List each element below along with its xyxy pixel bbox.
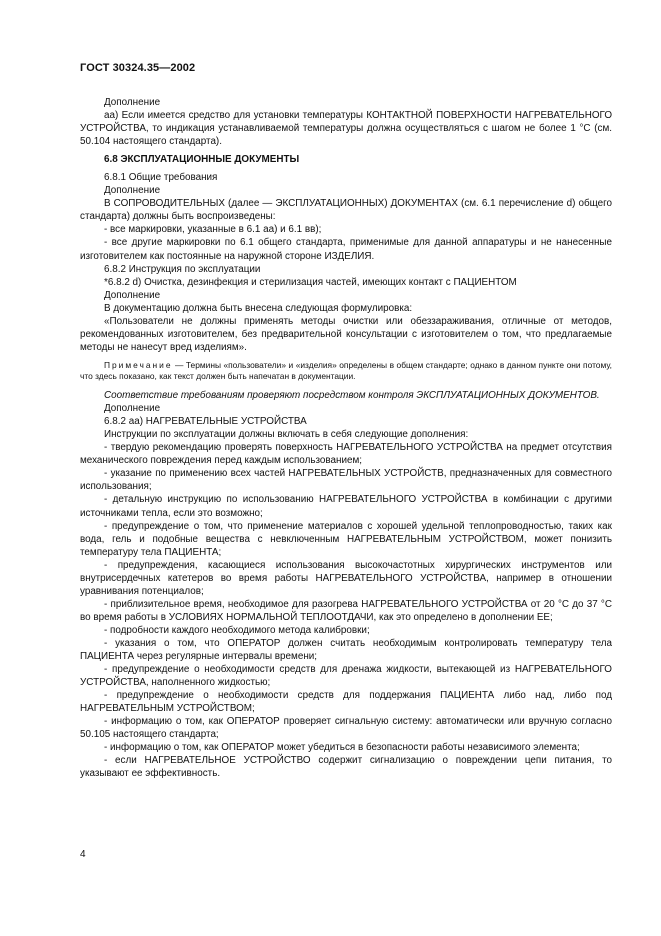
- list-item: - подробности каждого необходимого метода калибровки;: [104, 624, 370, 636]
- list-item: - все другие маркировки по 6.1 общего стандарта, применимые для данной аппаратуры и не нанесенные изготовителем как постоянные на наружной стороне ИЗДЕЛИЯ.: [80, 237, 612, 262]
- note-label: Примечание: [104, 359, 173, 370]
- list-item: - приблизительное время, необходимое для разогрева НАГРЕВАТЕЛЬНОГО УСТРОЙСТВА от 20 °С до 37 °С во время работы в УСЛОВИЯХ НОРМАЛЬНОЙ ТЕПЛООТДАЧИ, как это определено в дополнении ЕЕ;: [80, 598, 612, 623]
- subsection-6-8-2: 6.8.2 Инструкция по эксплуатации: [104, 263, 261, 275]
- section-heading-6-8: 6.8 ЭКСПЛУАТАЦИОННЫЕ ДОКУМЕНТЫ: [104, 154, 300, 166]
- paragraph-supplement-label: Дополнение: [104, 185, 161, 197]
- paragraph-supplement-label: Дополнение: [104, 403, 161, 415]
- paragraph-wording-intro: В документацию должна быть внесена следующая формулировка:: [104, 302, 413, 314]
- list-item: - предупреждение о необходимости средств для поддержания ПАЦИЕНТА либо над, либо под НАГРЕВАТЕЛЬНЫМ УСТРОЙСТВОМ;: [80, 690, 612, 715]
- paragraph-quoted-wording: «Пользователи не должны применять методы очистки или обеззараживания, отличные от методов, рекомендованных изготовителем, без предварительной консультации с изготовителем о том, что предлагаемые методы не нанесут вред изделиям».: [80, 315, 612, 353]
- compliance-statement: Соответствие требованиям проверяют посредством контроля ЭКСПЛУАТАЦИОННЫХ ДОКУМЕНТОВ.: [104, 390, 600, 402]
- list-item: - детальную инструкцию по использованию НАГРЕВАТЕЛЬНОГО УСТРОЙСТВА в комбинации с другими источниками тепла, если это возможно;: [80, 494, 612, 519]
- document-page: [80, 62, 612, 780]
- list-item: - указания о том, что ОПЕРАТОР должен считать необходимым контролировать температуру тела ПАЦИЕНТА через регулярные интервалы времени;: [80, 637, 612, 663]
- list-item: - указание по применению всех частей НАГРЕВАТЕЛЬНЫХ УСТРОЙСТВ, предназначенных для совместного использования;: [80, 468, 612, 493]
- list-item: - предупреждение о необходимости средств для дренажа жидкости, вытекающей из НАГРЕВАТЕЛЬНОГО УСТРОЙСТВА, наполненного жидкостью;: [80, 664, 612, 689]
- list-item: - твердую рекомендацию проверять поверхность НАГРЕВАТЕЛЬНОГО УСТРОЙСТВА на предмет отсутствия механического повреждения перед каждым использованием;: [80, 442, 612, 467]
- list-item: - предупреждение о том, что применение материалов с хорошей удельной теплопроводностью, таких как вода, гель и подобные вещества с невключенным НАГРЕВАТЕЛЬНЫМ УСТРОЙСТВОМ, может понизить температуру тела ПАЦИЕНТА;: [80, 520, 612, 558]
- list-item: - информацию о том, как ОПЕРАТОР проверяет сигнальную систему: автоматически или вручную согласно 50.105 настоящего стандарта;: [80, 716, 612, 741]
- list-item: - информацию о том, как ОПЕРАТОР может убедиться в безопасности работы независимого элемента;: [104, 742, 580, 754]
- clause-6-8-2-aa: 6.8.2 аа) НАГРЕВАТЕЛЬНЫЕ УСТРОЙСТВА: [104, 416, 307, 428]
- list-item: - если НАГРЕВАТЕЛЬНОЕ УСТРОЙСТВО содержит сигнализацию о повреждении цепи питания, то указывают ее эффективность.: [80, 755, 612, 780]
- subsection-6-8-1: 6.8.1 Общие требования: [104, 172, 218, 184]
- list-item: - предупреждения, касающиеся использования высокочастотных хирургических инструментов или внутрисердечных катетеров во время работы НАГРЕВАТЕЛЬНОГО УСТРОЙСТВА, например в отношении уравнивания потенциалов;: [80, 559, 612, 597]
- note-text: — Термины «пользователи» и «изделия» определены в общем стандарте; однако в данном пункте они потому, что здесь показано, как текст должен быть напечатан в документации.: [80, 359, 612, 382]
- paragraph-aa-temperature: aa) Если имеется средство для установки температуры КОНТАКТНОЙ ПОВЕРХНОСТИ НАГРЕВАТЕЛЬНОГО УСТРОЙСТВА, то индикация устанавливаемой температуры должна осуществляться с шагом не более 1 °С (см. 50.104 настоящего стандарта).: [80, 110, 612, 148]
- document-header: ГОСТ 30324.35—2002: [80, 62, 196, 74]
- paragraph-supplement-label: Дополнение: [104, 97, 161, 108]
- page-number: 4: [80, 849, 86, 860]
- note-block: [80, 360, 612, 383]
- paragraph-supplement-label: Дополнение: [104, 289, 161, 301]
- paragraph-accompanying-docs: В СОПРОВОДИТЕЛЬНЫХ (далее — ЭКСПЛУАТАЦИОННЫХ) ДОКУМЕНТАХ (см. 6.1 перечисление d) общего стандарта) должны быть воспроизведены:: [80, 198, 612, 223]
- paragraph-instructions-intro: Инструкции по эксплуатации должны включать в себя следующие дополнения:: [104, 429, 469, 441]
- clause-6-8-2-d: *6.8.2 d) Очистка, дезинфекция и стерилизация частей, имеющих контакт с ПАЦИЕНТОМ: [104, 276, 517, 288]
- list-item: - все маркировки, указанные в 6.1 аа) и 6.1 вв);: [104, 224, 322, 236]
